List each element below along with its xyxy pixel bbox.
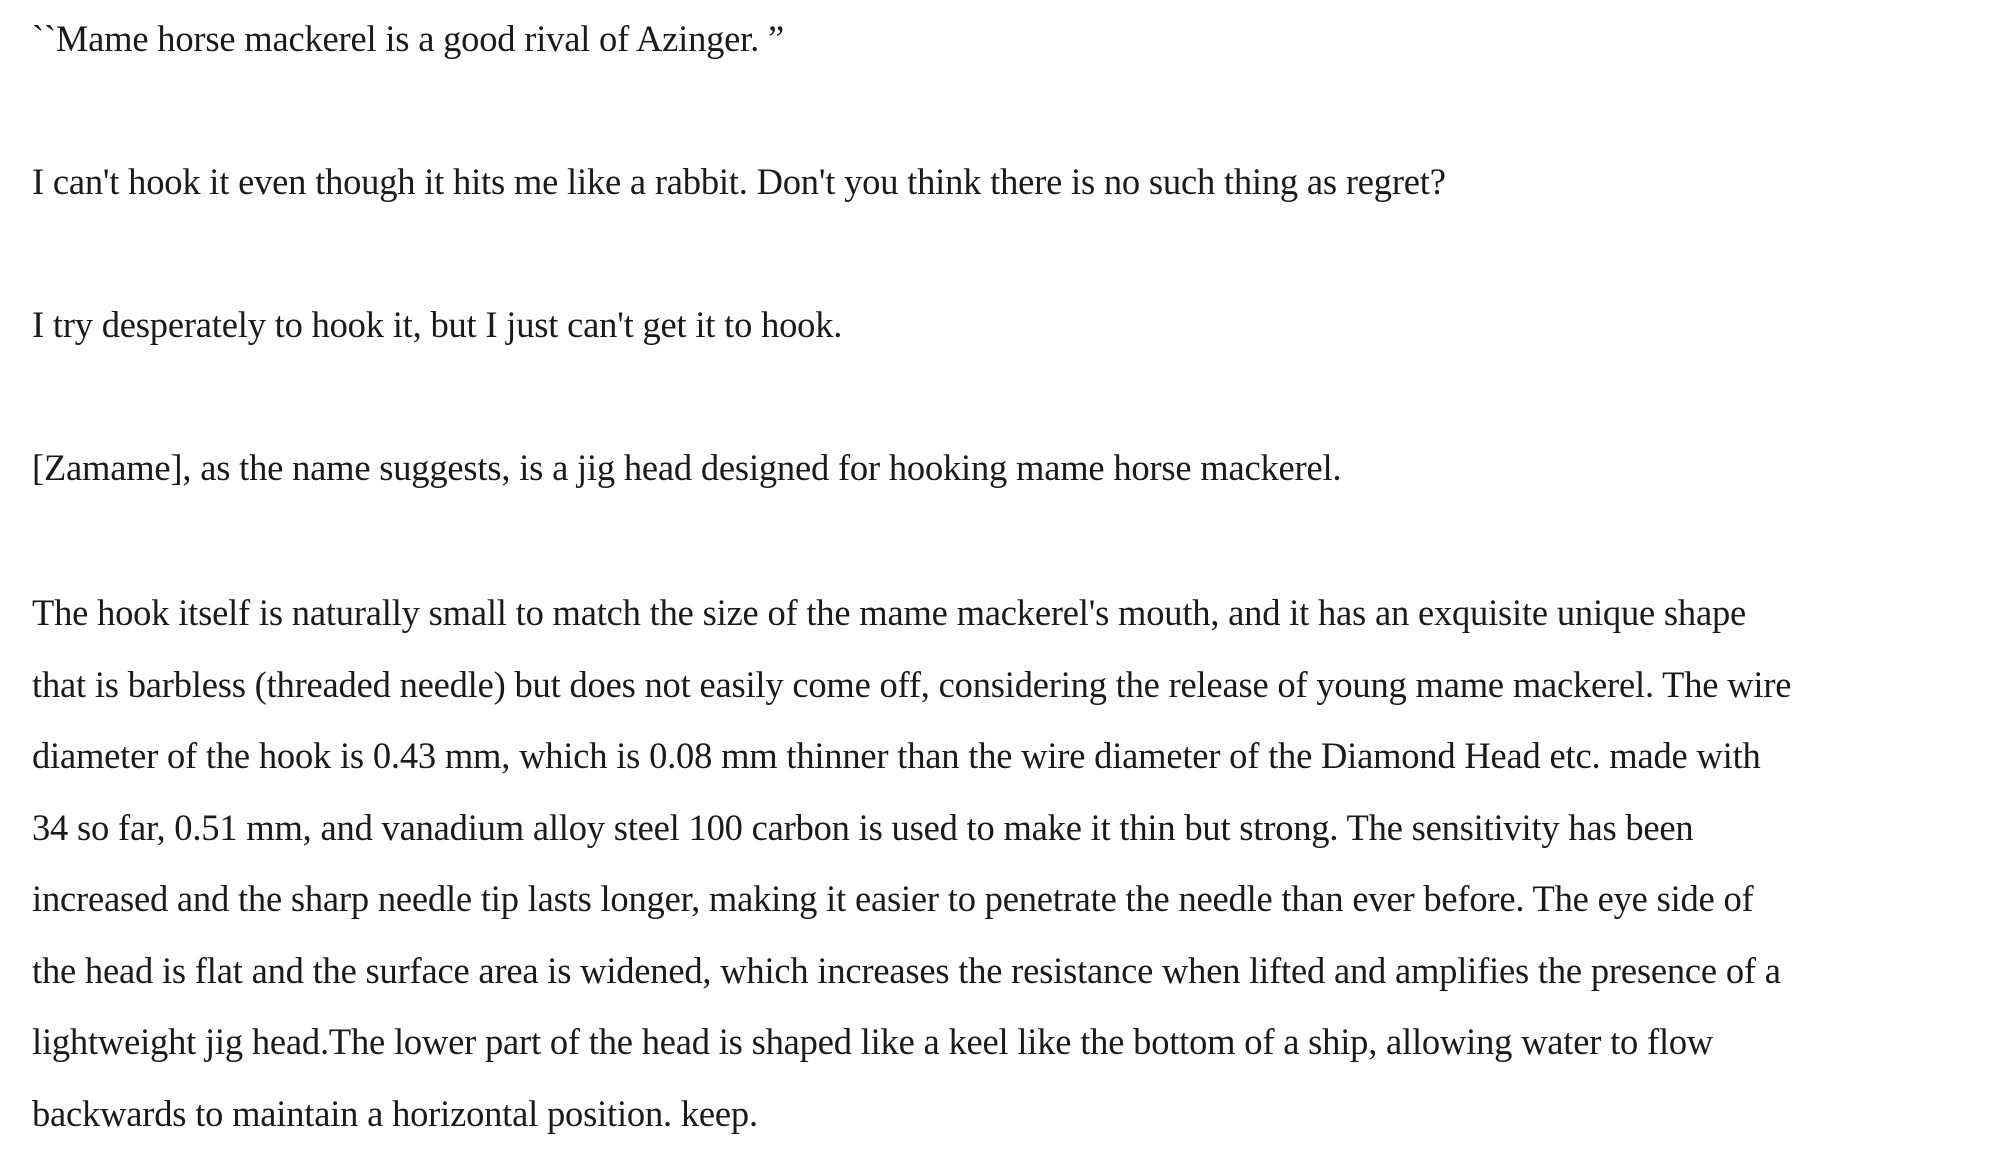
text-line: 34 so far, 0.51 mm, and vanadium alloy steel 100 carbon is used to make it thin but strong. The sensitivity has been xyxy=(32,806,1694,848)
text-line: that is barbless (threaded needle) but does not easily come off, considering the release of young mame mackerel. The wire xyxy=(32,663,1792,705)
text-line: the head is flat and the surface area is widened, which increases the resistance when lifted and amplifies the presence of a xyxy=(32,949,1781,991)
text-line: increased and the sharp needle tip lasts longer, making it easier to penetrate the needle than ever before. The eye side of xyxy=(32,878,1754,919)
paragraph-hook-description xyxy=(32,577,1791,1149)
text-line: lightweight jig head.The lower part of the head is shaped like a keel like the bottom of a ship, allowing water to flow xyxy=(32,1021,1714,1062)
paragraph-zamame-intro: [Zamame], as the name suggests, is a jig head designed for hooking mame horse mackerel. xyxy=(32,447,1342,488)
text-line: The hook itself is naturally small to match the size of the mame mackerel's mouth, and it has an exquisite unique shape xyxy=(32,592,1747,633)
paragraph-rival-quote: ``Mame horse mackerel is a good rival of Azinger. ” xyxy=(32,18,784,59)
paragraph-hook-regret: I can't hook it even though it hits me like a rabbit. Don't you think there is no such thing as regret? xyxy=(32,161,1446,202)
paragraph-hook-attempt: I try desperately to hook it, but I just can't get it to hook. xyxy=(32,304,843,345)
text-line: backwards to maintain a horizontal position. keep. xyxy=(32,1092,758,1134)
text-line: diameter of the hook is 0.43 mm, which is 0.08 mm thinner than the wire diameter of the Diamond Head etc. made with xyxy=(32,735,1761,776)
